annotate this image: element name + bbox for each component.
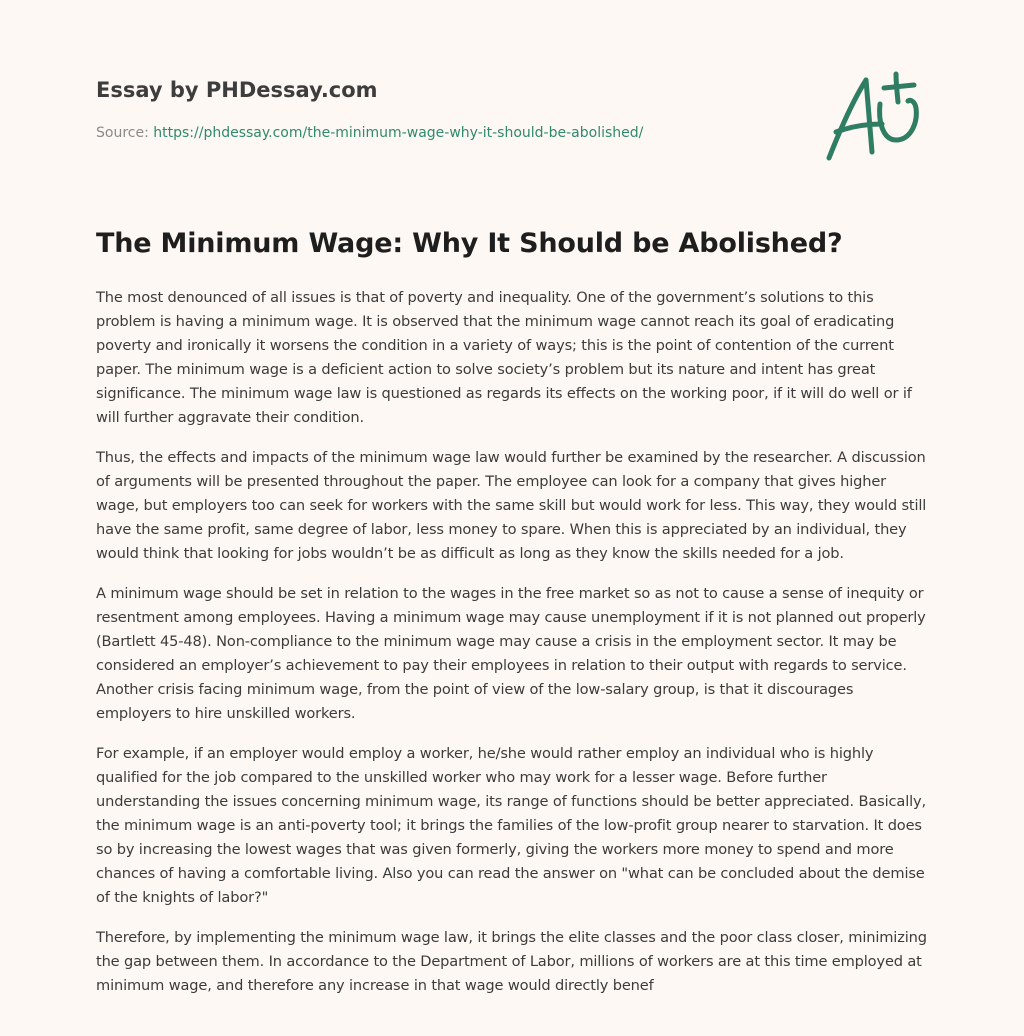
a-plus-logo [822, 68, 926, 164]
source-line [96, 124, 796, 142]
essay-paragraph: Thus, the effects and impacts of the minimum wage law would further be examined by the researcher. A discussion of arguments will be presented throughout the paper. The employee can look for a company that gives higher wage, but employers too can seek for workers with the same skill but would work for less. This way, they would still have the same profit, same degree of labor, less money to spare. When this is appreciated by an individual, they would think that looking for jobs wouldn’t be as difficult as long as they know the skills needed for a job. [96, 449, 927, 562]
site-title: Essay by PHDessay.com [96, 78, 378, 102]
essay-paragraph: Therefore, by implementing the minimum wage law, it brings the elite classes and the poor class closer, minimizing the gap between them. In accordance to the Department of Labor, millions of workers are at this time employed at minimum wage, and therefore any increase in that wage would directly benef [96, 929, 927, 994]
a-plus-logo-icon [822, 68, 926, 164]
essay-paragraph: For example, if an employer would employ a worker, he/she would rather employ an individual who is highly qualified for the job compared to the unskilled worker who may work for a lesser wage. Before further understanding the issues concerning minimum wage, its range of functions should be better appreciated. Basically, the minimum wage is an anti-poverty tool; it brings the families of the low-profit group nearer to starvation. It does so by increasing the lowest wages that was given formerly, giving the workers more money to spend and more chances of having a comfortable living. Also you can read the answer on "what can be concluded about the demise of the knights of labor?" [96, 745, 926, 906]
essay-paragraph: The most denounced of all issues is that of poverty and inequality. One of the government’s solutions to this problem is having a minimum wage. It is observed that the minimum wage cannot reach its goal of eradicating poverty and ironically it worsens the condition in a variety of ways; this is the point of contention of the current paper. The minimum wage is a deficient action to solve society’s problem but its nature and intent has great significance. The minimum wage law is questioned as regards its effects on the working poor, if it will do well or if will further aggravate their condition. [96, 289, 912, 426]
source-label: Source: [96, 125, 149, 141]
essay-header [96, 76, 796, 142]
essay-title: The Minimum Wage: Why It Should be Abolished? [96, 228, 843, 259]
essay-body [96, 286, 932, 1014]
essay-paragraph: A minimum wage should be set in relation to the wages in the free market so as not to cause a sense of inequity or resentment among employees. Having a minimum wage may cause unemployment if it is not planned out properly (Bartlett 45-48). Non-compliance to the minimum wage may cause a crisis in the employment sector. It may be considered an employer’s achievement to pay their employees in relation to their output with regards to service. Another crisis facing minimum wage, from the point of view of the low-salary group, is that it discourages employers to hire unskilled workers. [96, 585, 926, 722]
source-link[interactable]: https://phdessay.com/the-minimum-wage-why-it-should-be-abolished/ [153, 125, 644, 141]
